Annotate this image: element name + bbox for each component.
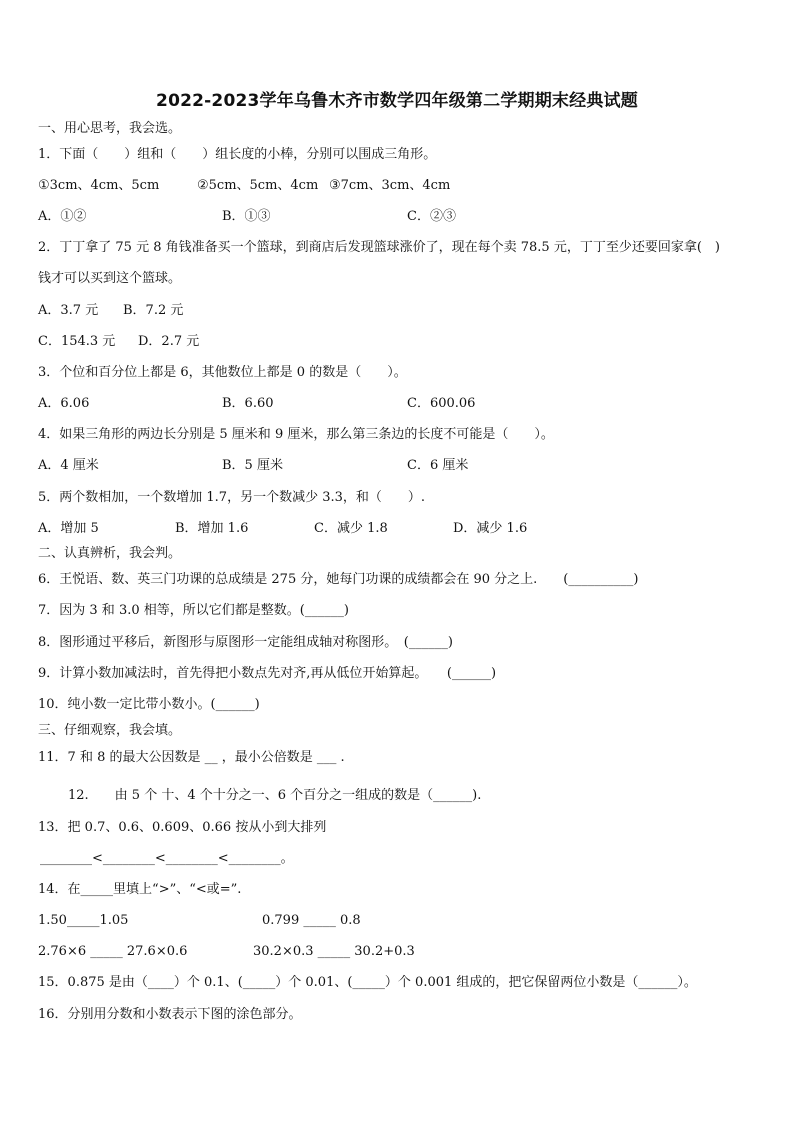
question-4-option-c: C．6 厘米 bbox=[407, 458, 469, 473]
question-14-item-4: 30.2×0.3 _____ 30.2+0.3 bbox=[253, 944, 415, 959]
question-10: 10．纯小数一定比带小数小。(______) bbox=[38, 697, 260, 712]
question-2-option-b: B．7.2 元 bbox=[123, 303, 184, 318]
question-3-stem: 3．个位和百分位上都是 6，其他数位上都是 0 的数是（ ）。 bbox=[38, 365, 407, 380]
question-12: 12. 由 5 个 十、4 个十分之一、6 个百分之一组成的数是（______). bbox=[68, 788, 482, 803]
question-7: 7．因为 3 和 3.0 相等，所以它们都是整数。(______) bbox=[38, 603, 349, 618]
question-14-item-2: 0.799 _____ 0.8 bbox=[262, 913, 361, 928]
question-4-option-a: A．4 厘米 bbox=[38, 458, 99, 473]
question-1-option-c: C．②③ bbox=[407, 209, 456, 224]
question-1-set-1: ①3cm、4cm、5cm bbox=[38, 178, 160, 193]
question-1-option-a: A．①② bbox=[38, 209, 87, 224]
question-2-option-c: C．154.3 元 bbox=[38, 334, 116, 349]
question-1-set-2: ②5cm、5cm、4cm bbox=[197, 178, 319, 193]
question-16: 16．分别用分数和小数表示下图的涂色部分。 bbox=[38, 1007, 302, 1022]
question-5-option-c: C．减少 1.8 bbox=[314, 521, 388, 536]
question-8: 8．图形通过平移后，新图形与原图形一定能组成轴对称图形。 (______) bbox=[38, 635, 453, 650]
question-3-option-b: B．6.60 bbox=[222, 396, 274, 411]
question-2-option-a: A．3.7 元 bbox=[38, 303, 99, 318]
question-1-option-b: B．①③ bbox=[222, 209, 271, 224]
question-6: 6．王悦语、数、英三门功课的总成绩是 275 分，她每门功课的成绩都会在 90 分之上. (__________) bbox=[38, 572, 639, 587]
section-heading-2: 二、认真辨析，我会判。 bbox=[38, 546, 182, 561]
question-11: 11．7 和 8 的最大公因数是 __ ，最小公倍数是 ___ . bbox=[38, 750, 345, 765]
question-1-stem: 1．下面（ ）组和（ ）组长度的小棒，分别可以围成三角形。 bbox=[38, 147, 437, 162]
question-4-option-b: B．5 厘米 bbox=[222, 458, 283, 473]
question-13-stem: 13．把 0.7、0.6、0.609、0.66 按从小到大排列 bbox=[38, 820, 327, 835]
question-15: 15．0.875 是由（____）个 0.1、(_____）个 0.01、(_____）个 0.001 组成的，把它保留两位小数是（______）。 bbox=[38, 975, 697, 990]
question-2-stem-line1: 2．丁丁拿了 75 元 8 角钱准备买一个篮球，到商店后发现篮球涨价了，现在每个卖 78.5 元，丁丁至少还要回家拿( ) bbox=[38, 240, 720, 255]
question-5-option-d: D．减少 1.6 bbox=[453, 521, 528, 536]
question-5-stem: 5．两个数相加，一个数增加 1.7，另一个数减少 3.3，和（ ）. bbox=[38, 490, 426, 505]
page-title: 2022-2023学年乌鲁木齐市数学四年级第二学期期末经典试题 bbox=[156, 91, 638, 111]
question-4-stem: 4．如果三角形的两边长分别是 5 厘米和 9 厘米，那么第三条边的长度不可能是（ ）。 bbox=[38, 427, 554, 442]
question-5-option-a: A．增加 5 bbox=[38, 521, 99, 536]
section-heading-3: 三、仔细观察，我会填。 bbox=[38, 723, 182, 738]
section-heading-1: 一、用心思考，我会选。 bbox=[38, 121, 182, 136]
question-1-set-3: ③7cm、3cm、4cm bbox=[329, 178, 451, 193]
question-2-option-d: D．2.7 元 bbox=[138, 334, 200, 349]
question-9: 9．计算小数加减法时，首先得把小数点先对齐,再从低位开始算起。 (______) bbox=[38, 666, 497, 681]
question-3-option-a: A．6.06 bbox=[38, 396, 90, 411]
question-14-stem: 14．在_____里填上“>”、“<或=”. bbox=[38, 882, 242, 897]
question-14-item-1: 1.50_____1.05 bbox=[38, 913, 129, 928]
question-14-item-3: 2.76×6 _____ 27.6×0.6 bbox=[38, 944, 188, 959]
question-5-option-b: B．增加 1.6 bbox=[175, 521, 249, 536]
question-13-blanks: ________<________<________<________。 bbox=[40, 851, 294, 866]
question-2-stem-line2: 钱才可以买到这个篮球。 bbox=[38, 271, 182, 286]
question-3-option-c: C．600.06 bbox=[407, 396, 476, 411]
